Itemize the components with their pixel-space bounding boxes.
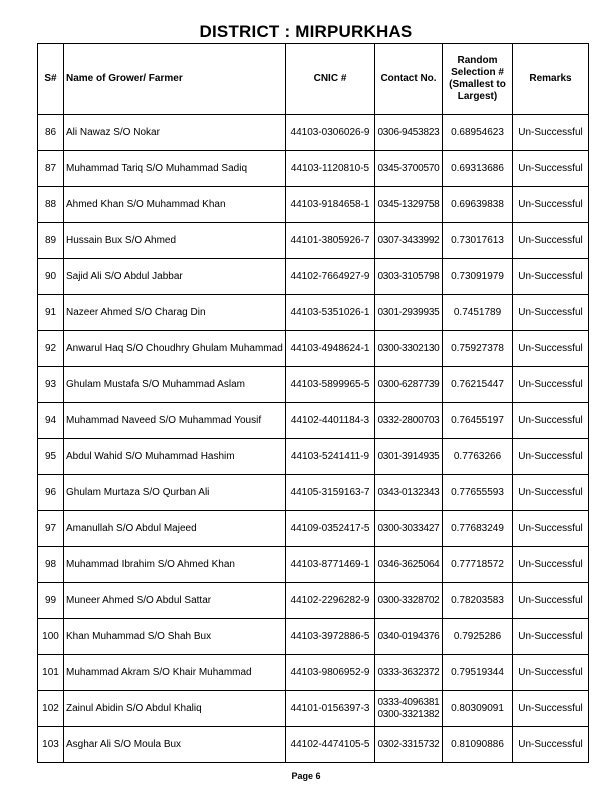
cell-remarks: Un-Successful xyxy=(513,403,589,439)
col-header-contact: Contact No. xyxy=(375,44,443,115)
cell-cnic: 44103-4948624-1 xyxy=(286,331,375,367)
cell-name: Ghulam Murtaza S/O Qurban Ali xyxy=(64,475,286,511)
cell-remarks: Un-Successful xyxy=(513,727,589,763)
cell-contact: 0333-3632372 xyxy=(375,655,443,691)
table-row xyxy=(38,151,589,187)
growers-table xyxy=(37,43,589,763)
cell-name: Ali Nawaz S/O Nokar xyxy=(64,115,286,151)
cell-contact: 0343-0132343 xyxy=(375,475,443,511)
cell-remarks: Un-Successful xyxy=(513,583,589,619)
cell-name: Muhammad Akram S/O Khair Muhammad xyxy=(64,655,286,691)
cell-random: 0.73017613 xyxy=(443,223,513,259)
cell-random: 0.78203583 xyxy=(443,583,513,619)
cell-random: 0.7451789 xyxy=(443,295,513,331)
table-row xyxy=(38,115,589,151)
page-title: DISTRICT : MIRPURKHAS xyxy=(199,22,413,41)
cell-sno: 95 xyxy=(38,439,64,475)
table-row xyxy=(38,511,589,547)
cell-contact: 0345-3700570 xyxy=(375,151,443,187)
cell-contact: 0301-2939935 xyxy=(375,295,443,331)
cell-cnic: 44103-8771469-1 xyxy=(286,547,375,583)
cell-sno: 96 xyxy=(38,475,64,511)
table-row xyxy=(38,259,589,295)
cell-remarks: Un-Successful xyxy=(513,115,589,151)
cell-contact: 0302-3315732 xyxy=(375,727,443,763)
cell-remarks: Un-Successful xyxy=(513,367,589,403)
cell-name: Zainul Abidin S/O Abdul Khaliq xyxy=(64,691,286,727)
cell-random: 0.77655593 xyxy=(443,475,513,511)
cell-sno: 103 xyxy=(38,727,64,763)
cell-name: Muhammad Naveed S/O Muhammad Yousif xyxy=(64,403,286,439)
cell-random: 0.79519344 xyxy=(443,655,513,691)
cell-sno: 102 xyxy=(38,691,64,727)
cell-contact: 0332-2800703 xyxy=(375,403,443,439)
cell-random: 0.77683249 xyxy=(443,511,513,547)
cell-remarks: Un-Successful xyxy=(513,259,589,295)
table-row xyxy=(38,223,589,259)
cell-name: Sajid Ali S/O Abdul Jabbar xyxy=(64,259,286,295)
cell-cnic: 44101-3805926-7 xyxy=(286,223,375,259)
cell-sno: 88 xyxy=(38,187,64,223)
cell-remarks: Un-Successful xyxy=(513,547,589,583)
cell-remarks: Un-Successful xyxy=(513,151,589,187)
table-row xyxy=(38,691,589,727)
cell-cnic: 44103-5241411-9 xyxy=(286,439,375,475)
cell-cnic: 44101-0156397-3 xyxy=(286,691,375,727)
cell-name: Ghulam Mustafa S/O Muhammad Aslam xyxy=(64,367,286,403)
table-row xyxy=(38,295,589,331)
cell-contact: 0300-3033427 xyxy=(375,511,443,547)
cell-remarks: Un-Successful xyxy=(513,619,589,655)
cell-sno: 90 xyxy=(38,259,64,295)
col-header-random: Random Selection # (Smallest to Largest) xyxy=(443,44,513,115)
col-header-remarks: Remarks xyxy=(513,44,589,115)
cell-sno: 97 xyxy=(38,511,64,547)
cell-contact: 0300-6287739 xyxy=(375,367,443,403)
cell-name: Amanullah S/O Abdul Majeed xyxy=(64,511,286,547)
cell-sno: 91 xyxy=(38,295,64,331)
page-number: Page 6 xyxy=(291,771,321,781)
table-row xyxy=(38,583,589,619)
cell-random: 0.73091979 xyxy=(443,259,513,295)
cell-random: 0.75927378 xyxy=(443,331,513,367)
table-header-row xyxy=(38,44,589,115)
cell-random: 0.7925286 xyxy=(443,619,513,655)
cell-sno: 89 xyxy=(38,223,64,259)
col-header-cnic: CNIC # xyxy=(286,44,375,115)
cell-cnic: 44103-9184658-1 xyxy=(286,187,375,223)
cell-random: 0.81090886 xyxy=(443,727,513,763)
cell-name: Ahmed Khan S/O Muhammad Khan xyxy=(64,187,286,223)
cell-cnic: 44103-9806952-9 xyxy=(286,655,375,691)
cell-random: 0.80309091 xyxy=(443,691,513,727)
cell-remarks: Un-Successful xyxy=(513,691,589,727)
cell-sno: 87 xyxy=(38,151,64,187)
cell-sno: 92 xyxy=(38,331,64,367)
cell-name: Abdul Wahid S/O Muhammad Hashim xyxy=(64,439,286,475)
cell-remarks: Un-Successful xyxy=(513,655,589,691)
table-row xyxy=(38,655,589,691)
cell-random: 0.77718572 xyxy=(443,547,513,583)
cell-random: 0.7763266 xyxy=(443,439,513,475)
cell-remarks: Un-Successful xyxy=(513,223,589,259)
cell-contact: 0306-9453823 xyxy=(375,115,443,151)
cell-cnic: 44102-4401184-3 xyxy=(286,403,375,439)
cell-sno: 98 xyxy=(38,547,64,583)
cell-cnic: 44102-2296282-9 xyxy=(286,583,375,619)
table-row xyxy=(38,187,589,223)
cell-random: 0.76215447 xyxy=(443,367,513,403)
cell-cnic: 44105-3159163-7 xyxy=(286,475,375,511)
table-row xyxy=(38,439,589,475)
cell-contact: 0345-1329758 xyxy=(375,187,443,223)
table-row xyxy=(38,403,589,439)
cell-random: 0.69639838 xyxy=(443,187,513,223)
cell-name: Nazeer Ahmed S/O Charag Din xyxy=(64,295,286,331)
cell-name: Khan Muhammad S/O Shah Bux xyxy=(64,619,286,655)
cell-contact: 0301-3914935 xyxy=(375,439,443,475)
col-header-name: Name of Grower/ Farmer xyxy=(64,44,286,115)
col-header-sno: S# xyxy=(38,44,64,115)
cell-cnic: 44102-7664927-9 xyxy=(286,259,375,295)
table-row xyxy=(38,547,589,583)
cell-contact: 0340-0194376 xyxy=(375,619,443,655)
cell-random: 0.76455197 xyxy=(443,403,513,439)
cell-contact: 0300-3328702 xyxy=(375,583,443,619)
cell-sno: 99 xyxy=(38,583,64,619)
cell-name: Hussain Bux S/O Ahmed xyxy=(64,223,286,259)
cell-random: 0.69313686 xyxy=(443,151,513,187)
cell-remarks: Un-Successful xyxy=(513,295,589,331)
cell-sno: 86 xyxy=(38,115,64,151)
cell-name: Muhammad Tariq S/O Muhammad Sadiq xyxy=(64,151,286,187)
cell-remarks: Un-Successful xyxy=(513,511,589,547)
cell-contact: 0303-3105798 xyxy=(375,259,443,295)
cell-remarks: Un-Successful xyxy=(513,475,589,511)
cell-cnic: 44109-0352417-5 xyxy=(286,511,375,547)
table-row xyxy=(38,727,589,763)
cell-cnic: 44103-5351026-1 xyxy=(286,295,375,331)
cell-name: Anwarul Haq S/O Choudhry Ghulam Muhammad xyxy=(64,331,286,367)
cell-remarks: Un-Successful xyxy=(513,187,589,223)
cell-cnic: 44102-4474105-5 xyxy=(286,727,375,763)
table-row xyxy=(38,619,589,655)
cell-contact: 0300-3302130 xyxy=(375,331,443,367)
cell-random: 0.68954623 xyxy=(443,115,513,151)
cell-name: Asghar Ali S/O Moula Bux xyxy=(64,727,286,763)
cell-contact: 0333-4096381 0300-3321382 xyxy=(375,691,443,727)
cell-cnic: 44103-5899965-5 xyxy=(286,367,375,403)
cell-cnic: 44103-3972886-5 xyxy=(286,619,375,655)
table-row xyxy=(38,475,589,511)
cell-cnic: 44103-1120810-5 xyxy=(286,151,375,187)
cell-cnic: 44103-0306026-9 xyxy=(286,115,375,151)
table-row xyxy=(38,331,589,367)
cell-remarks: Un-Successful xyxy=(513,331,589,367)
cell-sno: 101 xyxy=(38,655,64,691)
table-row xyxy=(38,367,589,403)
cell-remarks: Un-Successful xyxy=(513,439,589,475)
cell-name: Muhammad Ibrahim S/O Ahmed Khan xyxy=(64,547,286,583)
cell-sno: 100 xyxy=(38,619,64,655)
cell-sno: 94 xyxy=(38,403,64,439)
cell-contact: 0307-3433992 xyxy=(375,223,443,259)
cell-name: Muneer Ahmed S/O Abdul Sattar xyxy=(64,583,286,619)
cell-sno: 93 xyxy=(38,367,64,403)
cell-contact: 0346-3625064 xyxy=(375,547,443,583)
